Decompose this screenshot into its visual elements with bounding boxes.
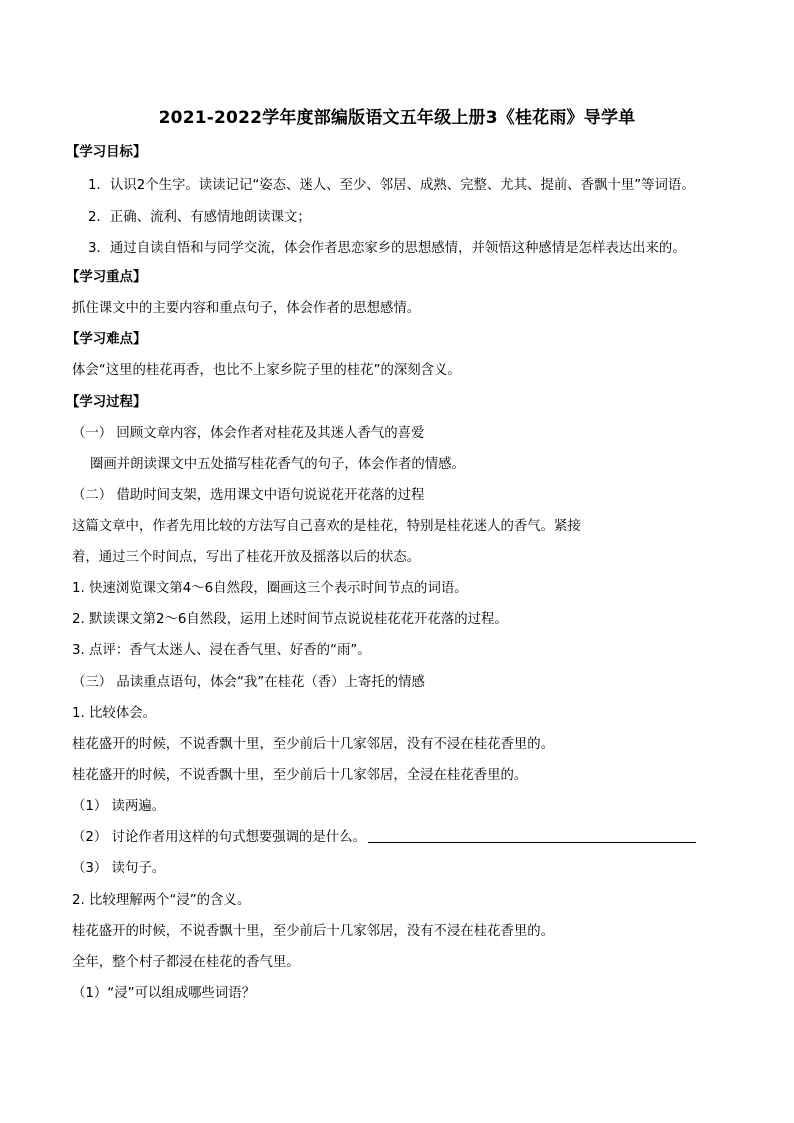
key-point-text: 抓住课文中的主要内容和重点句子，体会作者的思想感情。 <box>72 301 421 316</box>
section-heading-key: 【学习重点】 <box>66 270 147 285</box>
part2-heading: （二） 借助时间支架，选用课文中语句说说花开花落的过程 <box>72 488 425 503</box>
part2-item-1: 1. 快速浏览课文第4～6自然段，圈画这三个表示时间节点的词语。 <box>72 581 468 596</box>
goal-item-2: 2．正确、流利、有感情地朗读课文； <box>88 210 311 225</box>
document-title: 2021-2022学年度部编版语文五年级上册3《桂花雨》导学单 <box>158 108 636 128</box>
part2-item-2: 2. 默读课文第2～6自然段，运用上述时间节点说说桂花花开花落的过程。 <box>72 612 508 627</box>
section-heading-process: 【学习过程】 <box>66 395 147 410</box>
part3-sub-2-row <box>72 828 696 848</box>
section-heading-difficulty: 【学习难点】 <box>66 332 147 347</box>
part3-heading: （三） 品读重点语句，体会“我”在桂花（香）上寄托的情感 <box>72 675 425 690</box>
part3-sub-1: （1） 读两遍。 <box>72 799 166 814</box>
part3-sentence-3: 桂花盛开的时候，不说香飘十里，至少前后十几家邻居，没有不浸在桂花香里的。 <box>72 924 555 939</box>
difficulty-text: 体会“这里的桂花再香，也比不上家乡院子里的桂花”的深刻含义。 <box>72 363 461 378</box>
part3-sentence-2: 桂花盛开的时候，不说香飘十里，至少前后十几家邻居，全浸在桂花香里的。 <box>72 768 528 783</box>
part1-heading: （一） 回顾文章内容，体会作者对桂花及其迷人香气的喜爱 <box>72 426 425 441</box>
part3-sub-2: （2） 讨论作者用这样的句式想要强调的是什么。 <box>72 830 366 845</box>
part3-sentence-1: 桂花盛开的时候，不说香飘十里，至少前后十几家邻居，没有不浸在桂花香里的。 <box>72 737 555 752</box>
answer-blank-line[interactable] <box>368 828 696 843</box>
part3-question-2: 2. 比较理解两个“浸”的含义。 <box>72 893 251 908</box>
part3-sentence-4: 全年，整个村子都浸在桂花的香气里。 <box>72 955 300 970</box>
part3-sub-4: （1）“浸”可以组成哪些词语？ <box>72 986 256 1001</box>
goal-item-3: 3．通过自读自悟和与同学交流，体会作者思恋家乡的思想感情，并领悟这种感情是怎样表达出来的。 <box>88 241 686 256</box>
goal-item-1: 1．认识2个生字。读读记记“姿态、迷人、至少、邻居、成熟、完整、尤其、提前、香飘十里”等词语。 <box>88 178 695 193</box>
part2-paragraph-1: 这篇文章中，作者先用比较的方法写自己喜欢的是桂花，特别是桂花迷人的香气。紧接 <box>72 519 581 534</box>
part3-question-1: 1. 比较体会。 <box>72 706 156 721</box>
section-heading-goals: 【学习目标】 <box>66 145 147 160</box>
part1-text: 圈画并朗读课文中五处描写桂花香气的句子，体会作者的情感。 <box>90 457 465 472</box>
part2-paragraph-2: 着，通过三个时间点，写出了桂花开放及摇落以后的状态。 <box>72 550 421 565</box>
part2-item-3: 3. 点评：香气太迷人、浸在香气里、好香的“雨”。 <box>72 643 371 658</box>
part3-sub-3: （3） 读句子。 <box>72 861 166 876</box>
